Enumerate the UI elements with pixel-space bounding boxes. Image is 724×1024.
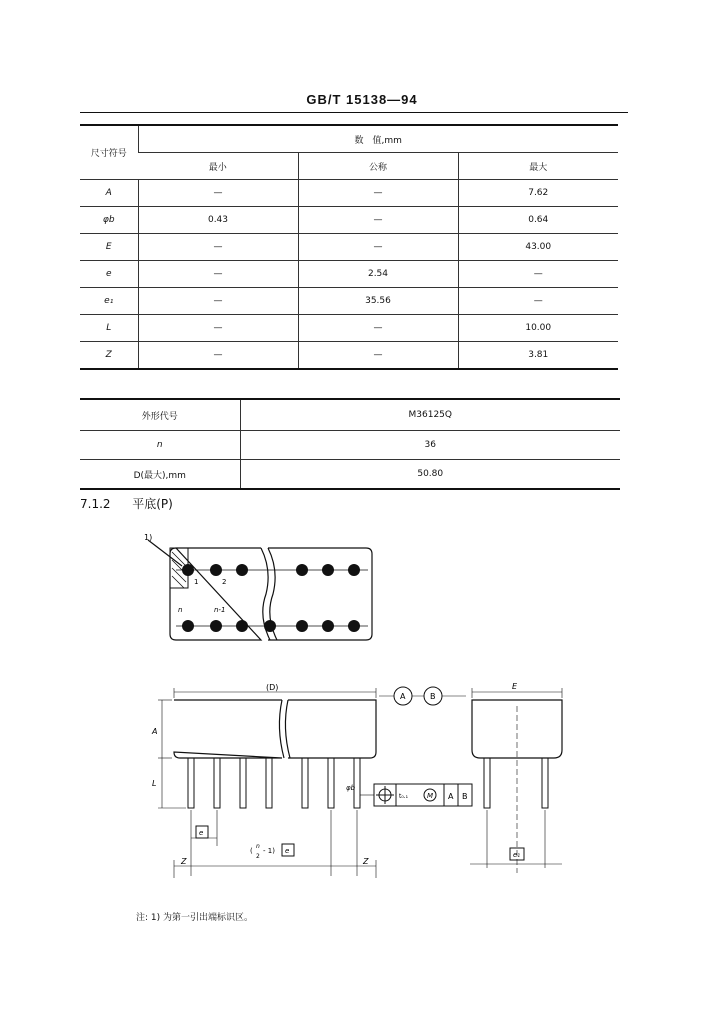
half-pitch-left: (	[250, 847, 253, 855]
table-row	[80, 342, 618, 370]
nom-cell: —	[298, 180, 458, 207]
note-ref-label: 1)	[144, 533, 153, 542]
min-cell: —	[138, 180, 298, 207]
nom-cell: —	[298, 342, 458, 370]
n-label: n	[80, 431, 240, 460]
sym-cell: L	[80, 315, 138, 342]
sym-cell: e₁	[80, 288, 138, 315]
min-cell: 0.43	[138, 207, 298, 234]
dim-z-left: Z	[181, 857, 187, 866]
pin-n-label: n	[178, 606, 183, 614]
outline-code-value: M36125Q	[240, 399, 620, 431]
tol-m-label: M	[427, 792, 434, 800]
datum-b-label: B	[430, 692, 436, 701]
min-cell: —	[138, 342, 298, 370]
standard-number: GB/T 15138—94	[306, 92, 418, 107]
table-row	[80, 288, 618, 315]
min-cell: —	[138, 261, 298, 288]
max-cell: 10.00	[458, 315, 618, 342]
symbol-header: 尺寸符号	[80, 125, 138, 180]
values-header: 数 值,mm	[138, 125, 618, 153]
dmax-label: D(最大),mm	[80, 460, 240, 490]
top-view-drawing	[140, 530, 380, 650]
side-view-drawing	[150, 678, 580, 888]
sym-cell: e	[80, 261, 138, 288]
section-number: 7.1.2	[80, 497, 111, 511]
n-value: 36	[240, 431, 620, 460]
pin2-label: 2	[222, 578, 227, 586]
half-pitch-right: - 1)	[263, 847, 275, 855]
dim-e-cap-label: E	[512, 682, 518, 691]
half-pitch-den: 2	[256, 853, 260, 860]
min-cell: —	[138, 315, 298, 342]
dimension-table	[80, 124, 618, 370]
max-cell: —	[458, 288, 618, 315]
col-min: 最小	[138, 153, 298, 180]
table-row	[80, 261, 618, 288]
half-pitch-num: n	[256, 843, 260, 850]
tol-value-label: t₀.₁	[399, 793, 409, 800]
dim-e-half-label: e	[285, 847, 290, 855]
dim-a-label: A	[152, 727, 158, 736]
nom-cell: —	[298, 315, 458, 342]
sym-cell: Z	[80, 342, 138, 370]
pin-n1-label: n-1	[214, 606, 226, 614]
dim-l-label: L	[152, 779, 157, 788]
dim-e1-label: e₁	[513, 851, 521, 859]
max-cell: —	[458, 261, 618, 288]
nom-cell: —	[298, 207, 458, 234]
col-max: 最大	[458, 153, 618, 180]
max-cell: 7.62	[458, 180, 618, 207]
datum-a-label: A	[400, 692, 406, 701]
col-nom: 公称	[298, 153, 458, 180]
dim-phib-label: φb	[346, 784, 356, 792]
max-cell: 43.00	[458, 234, 618, 261]
max-cell: 0.64	[458, 207, 618, 234]
tol-datum-b: B	[462, 792, 468, 801]
section-heading	[80, 495, 173, 512]
pin1-label: 1	[194, 578, 199, 586]
outline-table	[80, 398, 620, 490]
footnote: 注: 1) 为第一引出端标识区。	[136, 913, 253, 923]
table-row	[80, 180, 618, 207]
dim-d-label: (D)	[266, 683, 279, 692]
sym-cell: φb	[80, 207, 138, 234]
min-cell: —	[138, 288, 298, 315]
table-row	[80, 315, 618, 342]
dim-e-label: e	[199, 829, 204, 837]
dmax-value: 50.80	[240, 460, 620, 490]
outline-code-label: 外形代号	[80, 399, 240, 431]
nom-cell: 2.54	[298, 261, 458, 288]
header-rule	[80, 112, 628, 113]
sym-cell: E	[80, 234, 138, 261]
nom-cell: —	[298, 234, 458, 261]
tol-datum-a: A	[448, 792, 454, 801]
max-cell: 3.81	[458, 342, 618, 370]
nom-cell: 35.56	[298, 288, 458, 315]
section-title: 平底(P)	[132, 497, 173, 511]
sym-cell: A	[80, 180, 138, 207]
dim-z-right: Z	[363, 857, 369, 866]
min-cell: —	[138, 234, 298, 261]
table-row	[80, 234, 618, 261]
table-row	[80, 207, 618, 234]
